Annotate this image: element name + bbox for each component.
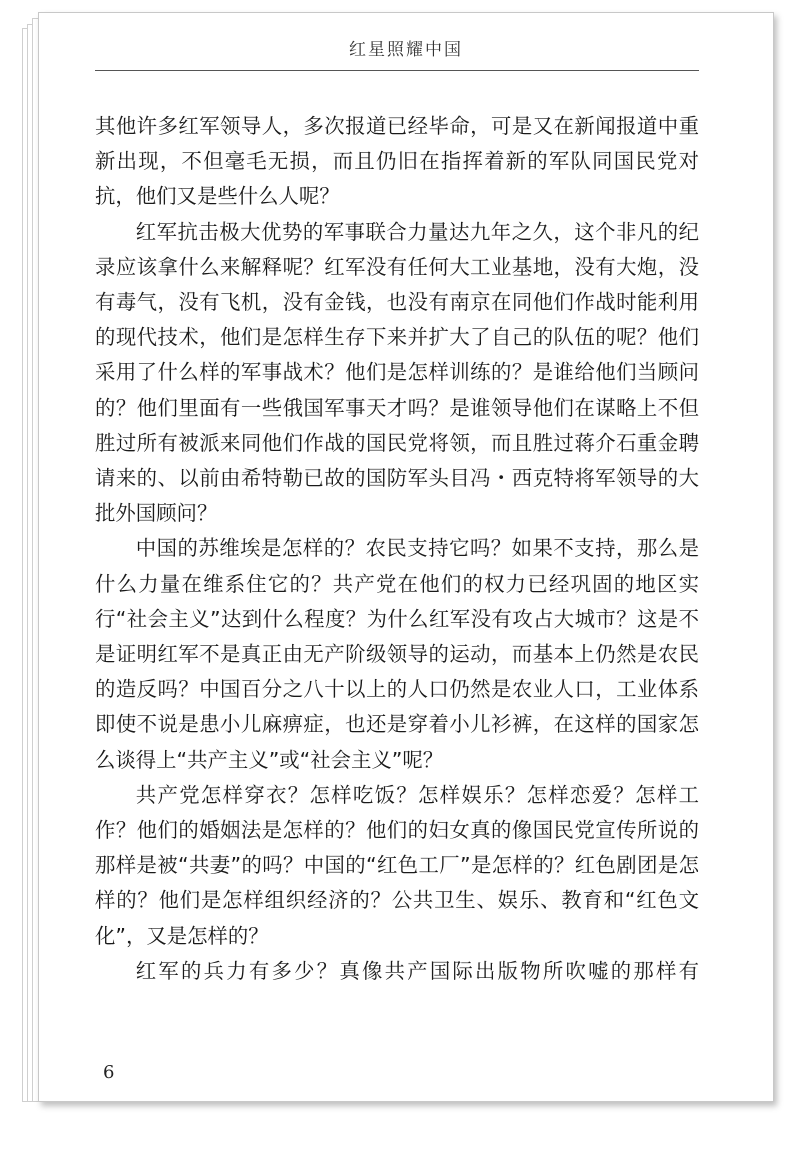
paragraph-1: 其他许多红军领导人，多次报道已经毕命，可是又在新闻报道中重新出现，不但毫毛无损，而且仍旧在指挥着新的军队同国民党对抗，他们又是些什么人呢？ [95, 114, 699, 209]
paragraph-4: 共产党怎样穿衣？怎样吃饭？怎样娱乐？怎样恋爱？怎样工作？他们的婚姻法是怎样的？他们的妇女真的像国民党宣传所说的那样是被“共妻”的吗？中国的“红色工厂”是怎样的？红色剧团是怎样的？他们是怎样组织经济的？公共卫生、娱乐、教育和“红色文化”，又是怎样的？ [95, 782, 699, 948]
page-number: 6 [103, 1062, 115, 1083]
page-body [95, 109, 699, 989]
paragraph-5: 红军的兵力有多少？真像共产国际出版物所吹嘘的那样有 [135, 958, 699, 983]
book-page [38, 12, 774, 1102]
header-rule [95, 70, 699, 71]
running-title: 红星照耀中国 [349, 40, 463, 60]
paragraph-2: 红军抗击极大优势的军事联合力量达九年之久，这个非凡的纪录应该拿什么来解释呢？红军没有任何大工业基地，没有大炮，没有毒气，没有飞机，没有金钱，也没有南京在同他们作战时能利用的现代技术，他们是怎样生存下来并扩大了自己的队伍的呢？他们采用了什么样的军事战术？他们是怎样训练的？是谁给他们当顾问的？他们里面有一些俄国军事天才吗？是谁领导他们在谋略上不但胜过所有被派来同他们作战的国民党将领，而且胜过蒋介石重金聘请来的、以前由希特勒已故的国防军头目冯・西克特将军领导的大批外国顾问？ [95, 219, 699, 526]
paragraph-3: 中国的苏维埃是怎样的？农民支持它吗？如果不支持，那么是什么力量在维系住它的？共产党在他们的权力已经巩固的地区实行“社会主义”达到什么程度？为什么红军没有攻占大城市？这是不是证明红军不是真正由无产阶级领导的运动，而基本上仍然是农民的造反吗？中国百分之八十以上的人口仍然是农业人口，工业体系即使不说是患小儿麻痹症，也还是穿着小儿衫裤，在这样的国家怎么谈得上“共产主义”或“社会主义”呢？ [95, 536, 699, 772]
